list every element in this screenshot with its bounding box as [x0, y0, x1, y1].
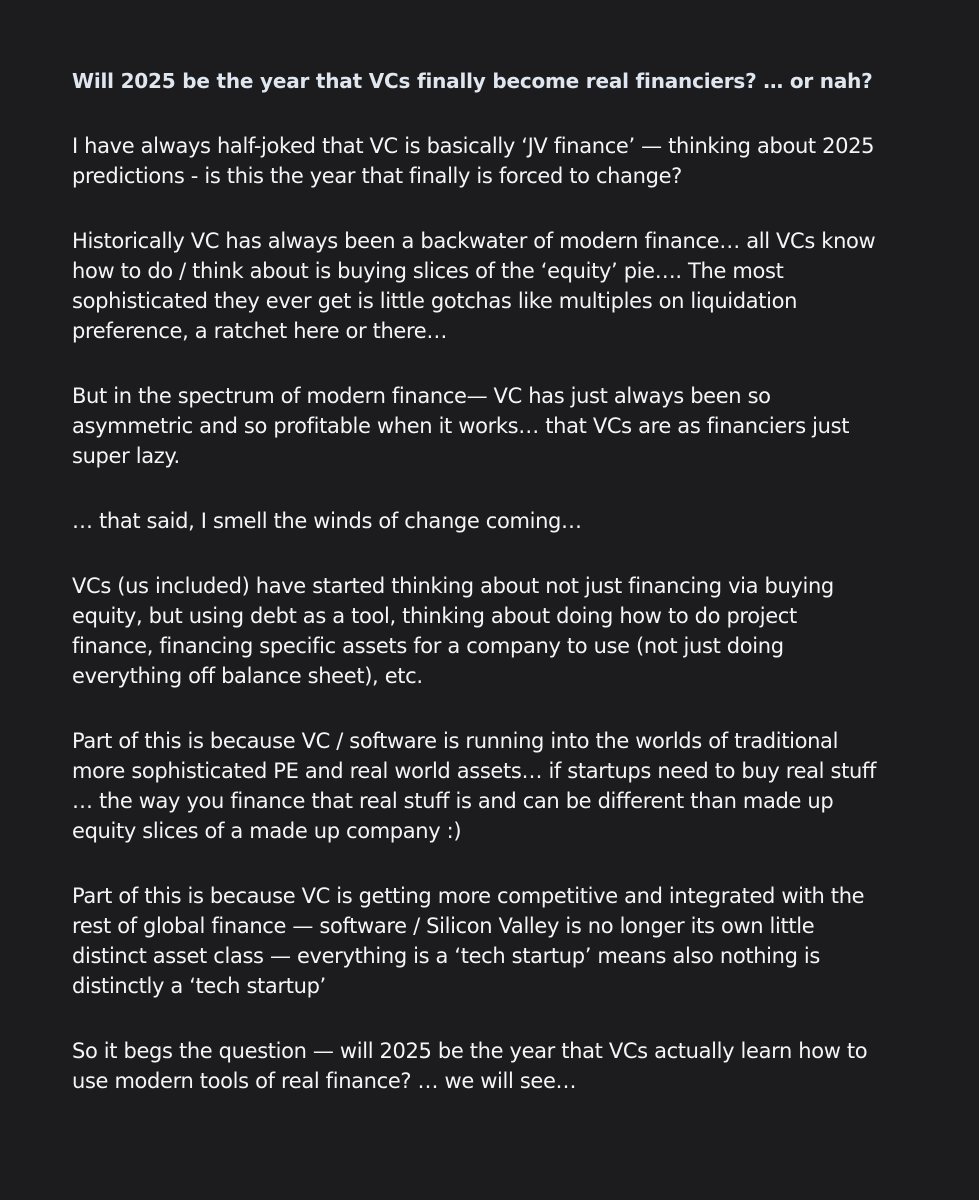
paragraph-line: predictions - is this the year that finally is forced to change? — [72, 164, 682, 188]
paragraph-5 — [72, 571, 932, 691]
paragraph-2 — [72, 226, 932, 346]
paragraph-8 — [72, 1036, 932, 1096]
paragraph-line: how to do / think about is buying slices of the ‘equity’ pie…. The most — [72, 259, 784, 283]
paragraph-7 — [72, 881, 932, 1001]
paragraph-line: … that said, I smell the winds of change coming… — [72, 509, 582, 533]
paragraph-line: more sophisticated PE and real world assets… if startups need to buy real stuff — [72, 759, 877, 783]
paragraph-6 — [72, 726, 932, 846]
paragraph-line: everything off balance sheet), etc. — [72, 664, 423, 688]
post-body — [72, 66, 932, 1131]
paragraph-line: finance, financing specific assets for a company to use (not just doing — [72, 634, 784, 658]
paragraph-line: asymmetric and so profitable when it works… that VCs are as financiers just — [72, 414, 850, 438]
paragraph-line: equity, but using debt as a tool, thinking about doing how to do project — [72, 604, 797, 628]
paragraph-line: use modern tools of real finance? … we will see… — [72, 1069, 577, 1093]
paragraph-line: distinct asset class — everything is a ‘tech startup’ means also nothing is — [72, 944, 820, 968]
paragraph-4 — [72, 506, 932, 536]
paragraph-line: rest of global finance — software / Silicon Valley is no longer its own little — [72, 914, 815, 938]
paragraph-line: Part of this is because VC / software is running into the worlds of traditional — [72, 729, 839, 753]
paragraph-line: preference, a ratchet here or there… — [72, 319, 448, 343]
paragraph-line: … the way you finance that real stuff is and can be different than made up — [72, 789, 834, 813]
paragraph-line: Historically VC has always been a backwater of modern finance… all VCs know — [72, 229, 876, 253]
paragraph-line: VCs (us included) have started thinking about not just financing via buying — [72, 574, 834, 598]
paragraph-3 — [72, 381, 932, 471]
paragraph-line: equity slices of a made up company :) — [72, 819, 462, 843]
paragraph-line: Part of this is because VC is getting more competitive and integrated with the — [72, 884, 865, 908]
post-title: Will 2025 be the year that VCs finally become real financiers? … or nah? — [72, 69, 873, 93]
paragraph-line: I have always half-joked that VC is basically ‘JV finance’ — thinking about 2025 — [72, 134, 875, 158]
paragraph-line: But in the spectrum of modern finance— VC has just always been so — [72, 384, 771, 408]
paragraph-1 — [72, 131, 932, 191]
paragraph-line: super lazy. — [72, 444, 180, 468]
paragraph-line: So it begs the question — will 2025 be the year that VCs actually learn how to — [72, 1039, 868, 1063]
paragraph-line: distinctly a ‘tech startup’ — [72, 974, 326, 998]
paragraph-line: sophisticated they ever get is little gotchas like multiples on liquidation — [72, 289, 798, 313]
